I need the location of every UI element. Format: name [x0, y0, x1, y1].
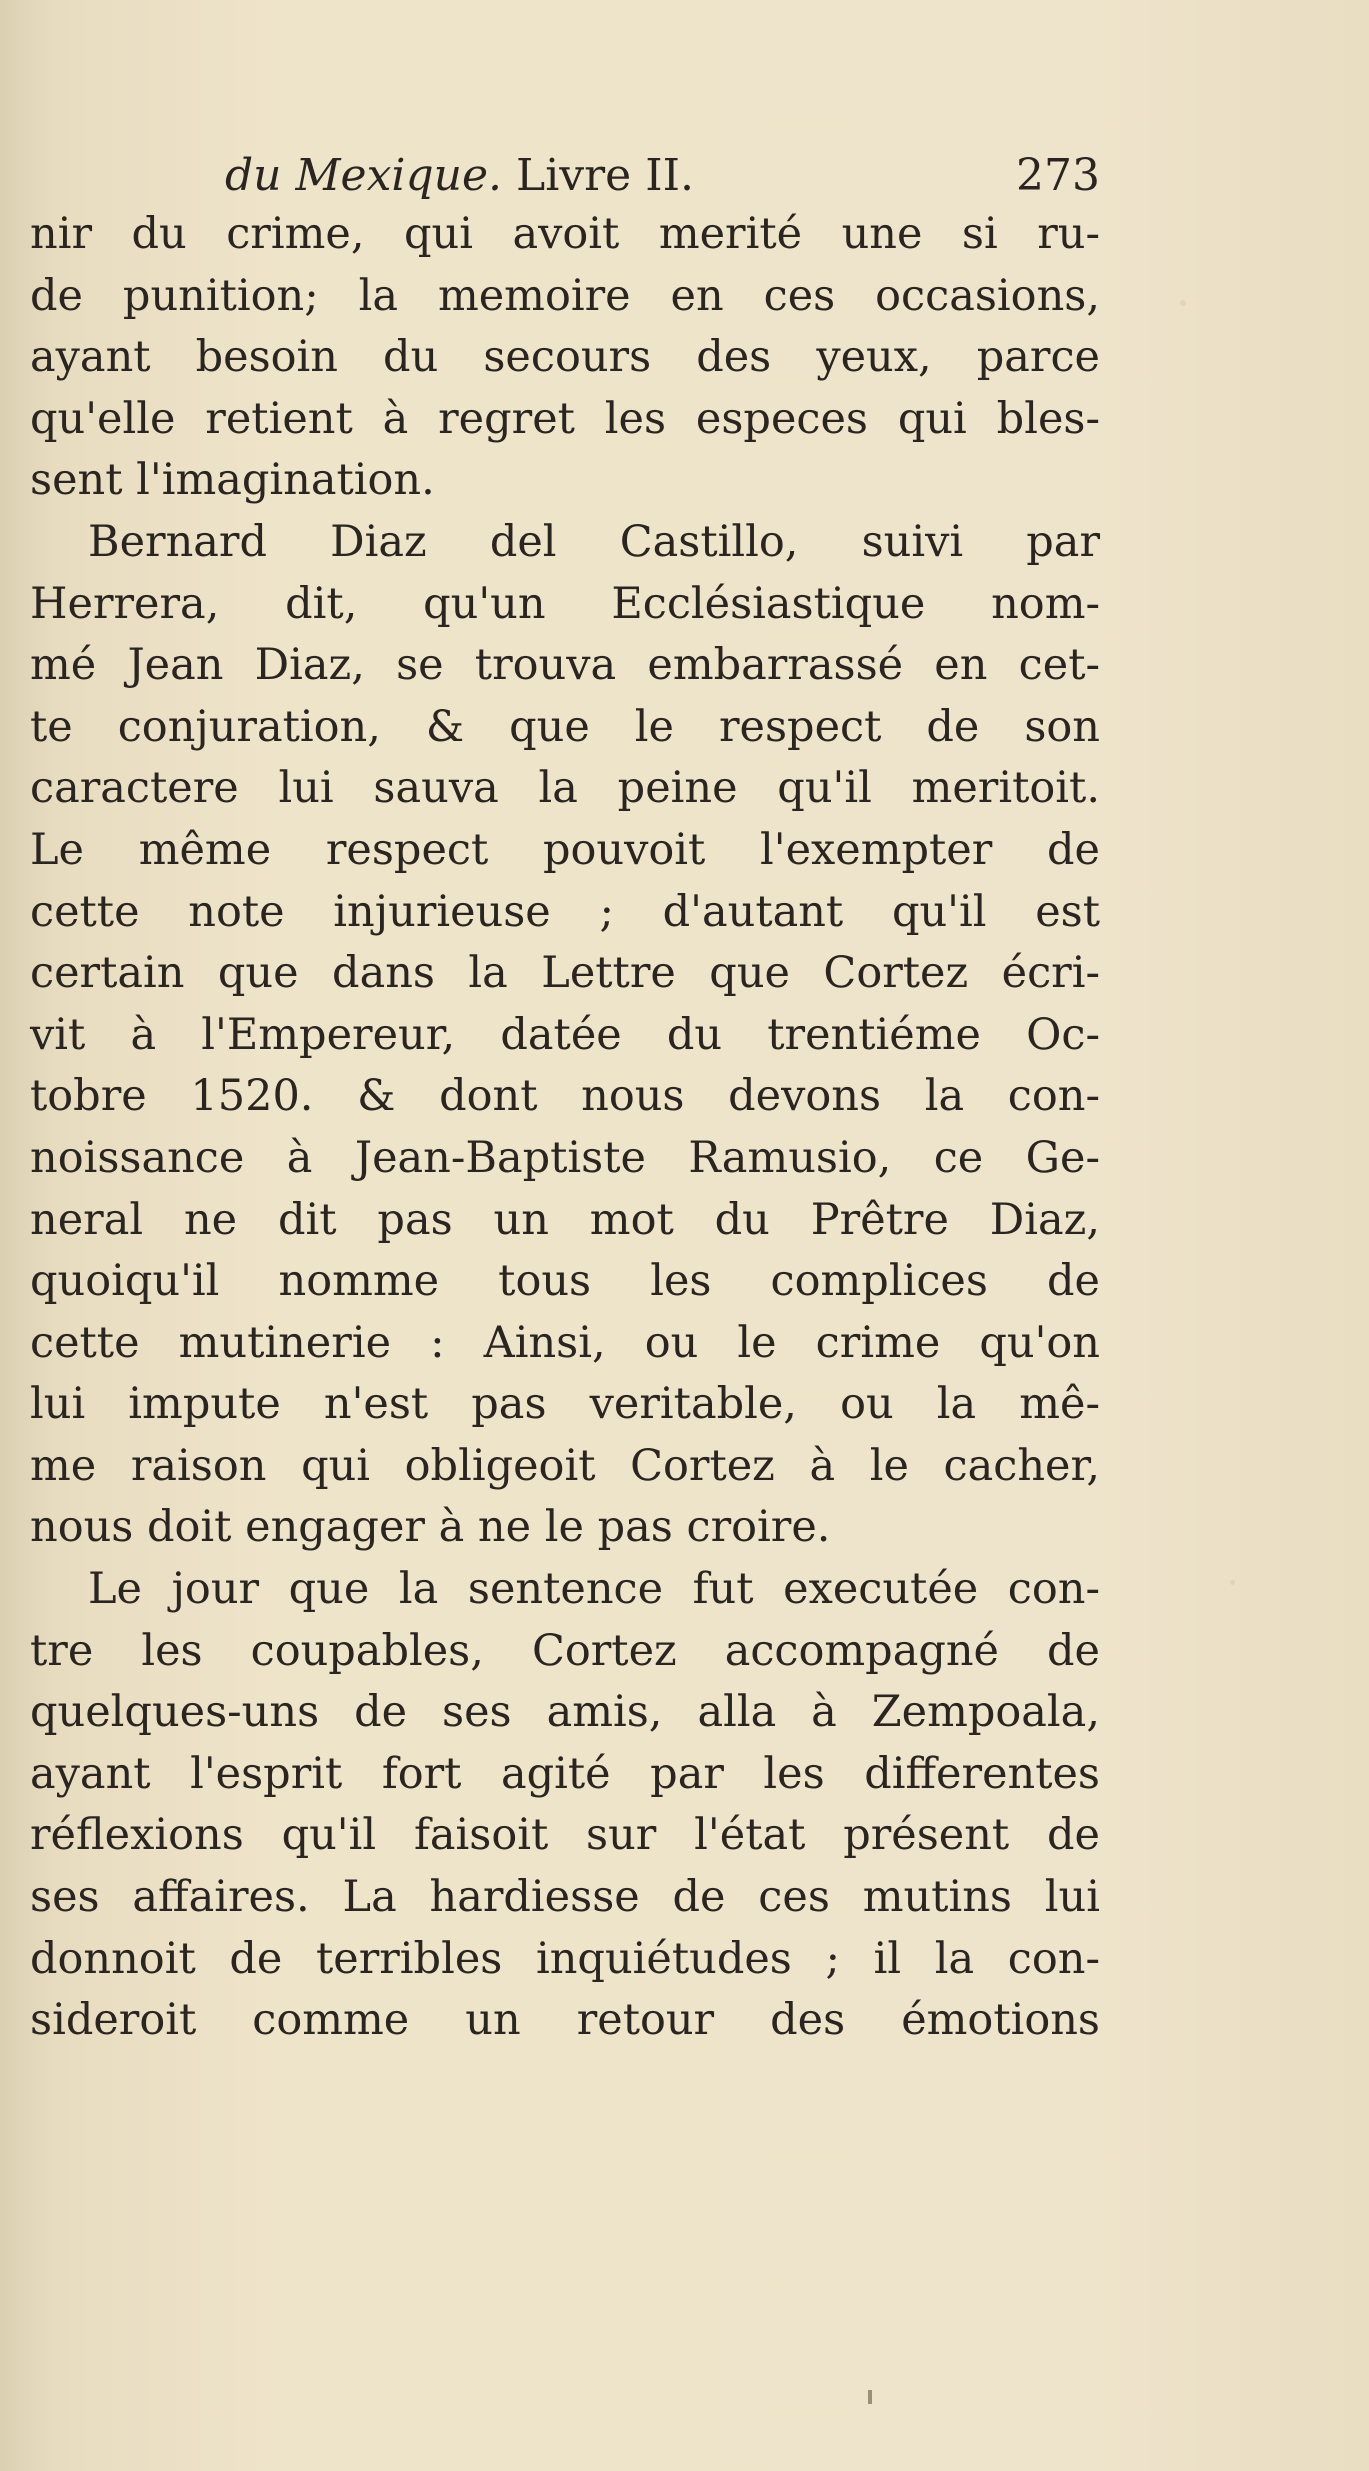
running-head-title: du Mexique.: [225, 150, 502, 201]
text-line: caractere lui sauva la peine qu'il meritoit.: [30, 763, 1100, 814]
text-line: donnoit de terribles inquiétudes ; il la con-: [30, 1933, 1100, 1984]
text-line: ayant l'esprit fort agité par les differentes: [30, 1748, 1100, 1799]
paper-speck: [1180, 300, 1186, 306]
text-line: sent l'imagination.: [30, 455, 435, 506]
text-line: Bernard Diaz del Castillo, suivi par: [88, 516, 1100, 567]
text-line: certain que dans la Lettre que Cortez écri-: [30, 948, 1100, 999]
paper-speck: [1230, 1580, 1235, 1585]
print-mark: [868, 2390, 872, 2404]
text-line: me raison qui obligeoit Cortez à le cacher,: [30, 1440, 1100, 1491]
text-line: lui impute n'est pas veritable, ou la mê-: [30, 1379, 1100, 1430]
text-line: cette mutinerie : Ainsi, ou le crime qu'on: [30, 1317, 1100, 1368]
body-text: [30, 204, 1100, 2052]
text-line: cette note injurieuse ; d'autant qu'il est: [30, 886, 1100, 937]
text-line: quoiqu'il nomme tous les complices de: [30, 1256, 1100, 1307]
text-line: de punition; la memoire en ces occasions,: [30, 270, 1100, 321]
text-line: nir du crime, qui avoit merité une si ru-: [30, 209, 1100, 259]
text-line: te conjuration, & que le respect de son: [30, 701, 1100, 752]
text-line: sideroit comme un retour des émotions: [30, 1995, 1100, 2046]
text-line: ses affaires. La hardiesse de ces mutins lui: [30, 1872, 1100, 1923]
text-line: mé Jean Diaz, se trouva embarrassé en cet-: [30, 640, 1100, 691]
text-line: Le même respect pouvoit l'exempter de: [30, 824, 1100, 875]
text-line: nous doit engager à ne le pas croire.: [30, 1502, 831, 1553]
text-line: tobre 1520. & dont nous devons la con-: [30, 1071, 1100, 1122]
text-line: Le jour que la sentence fut executée con-: [88, 1564, 1100, 1615]
text-line: réflexions qu'il faisoit sur l'état présent de: [30, 1810, 1100, 1861]
text-line: ayant besoin du secours des yeux, parce: [30, 332, 1100, 383]
text-line: vit à l'Empereur, datée du trentiéme Oc-: [30, 1009, 1100, 1060]
text-line: quelques-uns de ses amis, alla à Zempoala,: [30, 1687, 1100, 1738]
text-line: Herrera, dit, qu'un Ecclésiastique nom-: [30, 578, 1100, 629]
text-line: tre les coupables, Cortez accompagné de: [30, 1625, 1100, 1676]
page-number: 273: [1016, 150, 1100, 201]
running-head: [225, 150, 694, 201]
text-line: qu'elle retient à regret les especes qui bles-: [30, 393, 1100, 444]
text-line: noissance à Jean-Baptiste Ramusio, ce Ge-: [30, 1132, 1100, 1183]
running-head-book: Livre II.: [502, 150, 694, 201]
text-line: neral ne dit pas un mot du Prêtre Diaz,: [30, 1194, 1100, 1245]
